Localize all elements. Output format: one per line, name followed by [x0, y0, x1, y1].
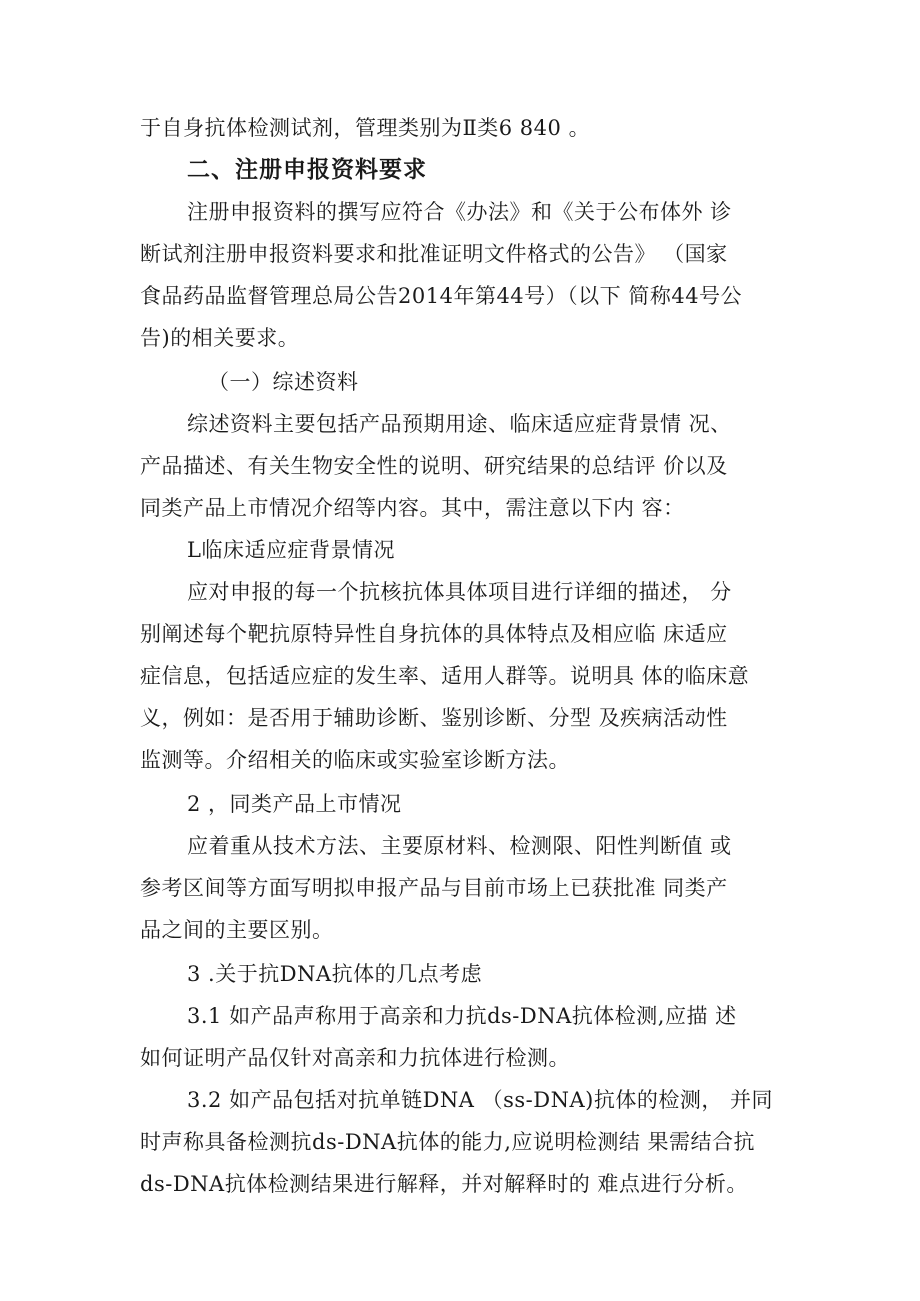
text-line: 3.1 如产品声称用于高亲和力抗ds-DNA抗体检测,应描 述 — [187, 1004, 737, 1028]
text-line: 别阐述每个靶抗原特异性自身抗体的具体特点及相应临 床适应 — [140, 622, 728, 646]
text-line: 食品药品监督管理总局公告2014年第44号）（以下 简称44号公 — [140, 284, 743, 308]
subsection-heading: （一）综述资料 — [208, 370, 359, 394]
text-line: 品之间的主要区别。 — [140, 918, 334, 942]
text-line: 同类产品上市情况介绍等内容。其中，需注意以下内 容： — [140, 496, 685, 520]
text-line: 断试剂注册申报资料要求和批准证明文件格式的公告》 （国家 — [140, 242, 728, 266]
text-line: 应着重从技术方法、主要原材料、检测限、阳性判断值 或 — [187, 834, 732, 858]
text-line: 义，例如：是否用于辅助诊断、鉴别诊断、分型 及疾病活动性 — [140, 706, 728, 730]
text-line: 注册申报资料的撰写应符合《办法》和《关于公布体外 诊 — [187, 200, 732, 224]
text-line: ds-DNA抗体检测结果进行解释，并对解释时的 难点进行分析。 — [140, 1172, 748, 1196]
item-heading: 3 .关于抗DNA抗体的几点考虑 — [187, 962, 483, 986]
text-line: 症信息，包括适应症的发生率、适用人群等。说明具 体的临床意 — [140, 664, 750, 688]
text-line: 监测等。介绍相关的临床或实验室诊断方法。 — [140, 748, 570, 772]
section-heading: 二、注册申报资料要求 — [187, 157, 427, 183]
text-line: 应对申报的每一个抗核抗体具体项目进行详细的描述， 分 — [187, 580, 732, 604]
text-line: 3.2 如产品包括对抗单链DNA （ss-DNA)抗体的检测， 并同 — [187, 1088, 774, 1112]
text-line: 参考区间等方面写明拟申报产品与目前市场上已获批准 同类产 — [140, 876, 728, 900]
text-line: 产品描述、有关生物安全性的说明、研究结果的总结评 价以及 — [140, 454, 728, 478]
text-line: 于自身抗体检测试剂，管理类别为Ⅱ类6 840 。 — [140, 116, 591, 140]
text-line: 时声称具备检测抗ds-DNA抗体的能力,应说明检测结 果需结合抗 — [140, 1130, 756, 1154]
item-heading: L临床适应症背景情况 — [187, 538, 395, 562]
text-line: 如何证明产品仅针对高亲和力抗体进行检测。 — [140, 1046, 570, 1070]
text-line: 告)的相关要求。 — [140, 326, 300, 350]
item-heading: 2 ，同类产品上市情况 — [187, 792, 402, 816]
text-line: 综述资料主要包括产品预期用途、临床适应症背景情 况、 — [187, 412, 732, 436]
